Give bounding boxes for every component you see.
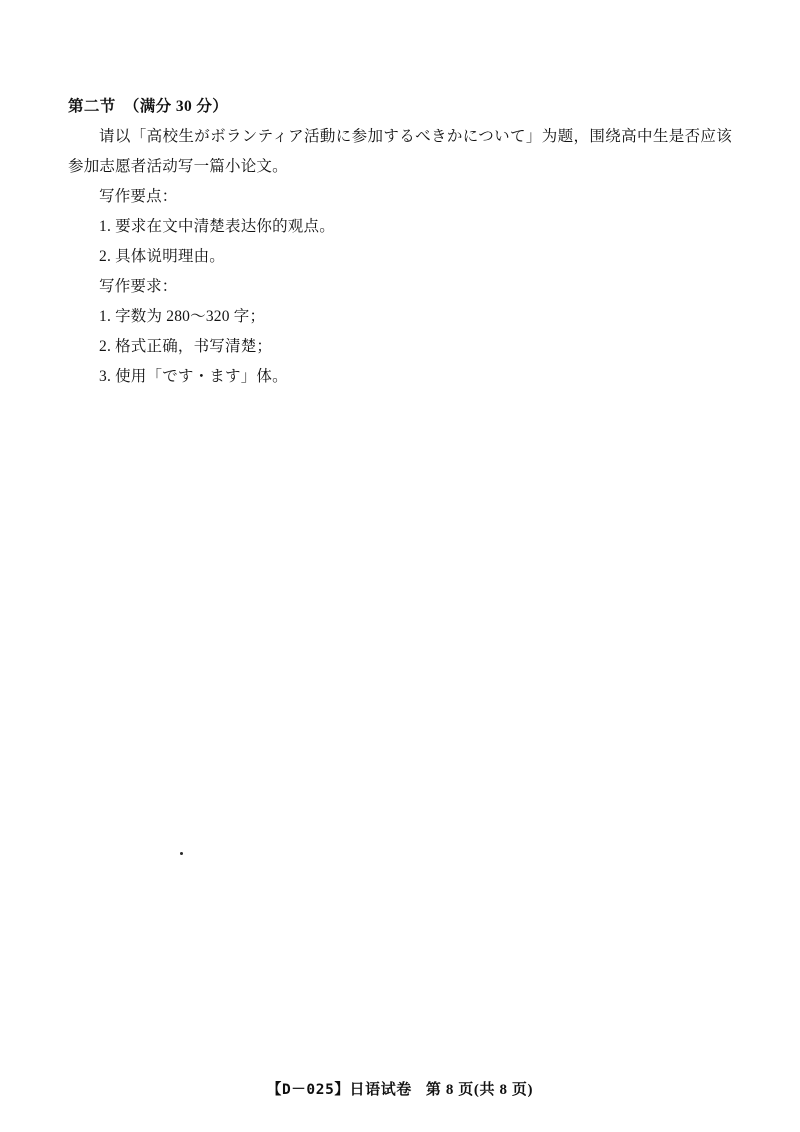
footer-text <box>267 1078 533 1099</box>
requirement-item-3: 3. 使用「です・ます」体。 <box>99 368 288 385</box>
requirement-item-1: 1. 字数为 280～320 字； <box>99 308 266 325</box>
point-item-1: 1. 要求在文中清楚表达你的观点。 <box>99 218 335 235</box>
footer-exam-name: 日语试卷 <box>349 1082 412 1098</box>
footer-paper-code: 【D－025】 <box>266 1082 350 1098</box>
points-heading: 写作要点： <box>99 188 178 205</box>
requirements-heading: 写作要求： <box>99 278 178 295</box>
requirement-item-2: 2. 格式正确，书写清楚； <box>99 338 273 355</box>
stray-ink-mark <box>180 852 183 855</box>
point-item-2: 2. 具体说明理由。 <box>99 248 226 265</box>
writing-prompt: 请以「高校生がボランティア活動に参加するべきかについて」为题，围绕高中生是否应该参加志愿者活动写一篇小论文。 <box>68 128 732 175</box>
footer-page-info: 第 8 页(共 8 页) <box>425 1082 534 1098</box>
section-title: 第二节 （满分 30 分） <box>68 98 229 115</box>
page-footer <box>0 1078 800 1099</box>
document-content <box>68 92 732 392</box>
